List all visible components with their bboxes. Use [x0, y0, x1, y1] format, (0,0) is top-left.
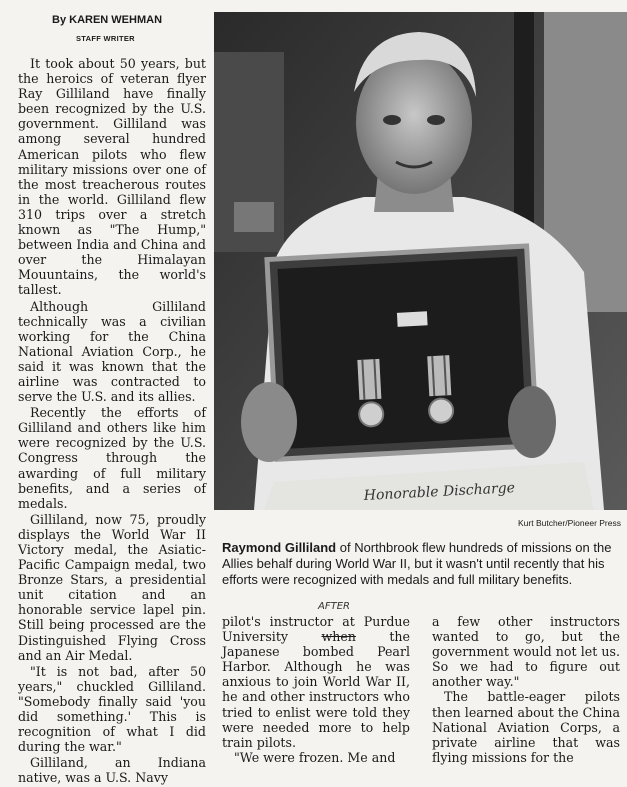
certificate-text: Honorable Discharge — [363, 480, 516, 504]
byline-name: KAREN WEHMAN — [69, 14, 163, 26]
caption-name: Raymond Gilliland — [222, 540, 337, 555]
paragraph: Gilliland, an Indiana native, was a U.S. Navy — [18, 755, 206, 786]
article-column-2 — [222, 614, 410, 765]
article-column-1 — [18, 56, 206, 787]
text-run: pilot's instructor at Purdue University — [222, 614, 410, 645]
struck-word: when — [321, 629, 356, 645]
paragraph: Although Gilliland technically was a civilian working for the China National Aviation Corp., he said it was known that the airline was contracted to serve the U.S. and its allies. — [18, 298, 206, 405]
byline-role: STAFF WRITER — [76, 34, 135, 43]
article-column-3 — [432, 614, 620, 765]
paragraph: a few other instructors wanted to go, but the government would not let us. So we had to figure out another way." — [432, 614, 620, 690]
photo-illustration — [214, 12, 627, 510]
photo-credit: Kurt Butcher/Pioneer Press — [518, 518, 621, 528]
paragraph: Gilliland, now 75, proudly displays the World War II Victory medal, the Asiatic-Pacific Campaign medal, two Bronze Stars, a presidential unit citation and an honorable service lapel pin. Still being processed are the Distinguished Flying Cross and an Air Medal. — [18, 511, 206, 663]
paragraph: The battle-eager pilots then learned about the China National Aviation Corps, a private airline that was flying missions for the — [432, 689, 620, 765]
paragraph: It took about 50 years, but the heroics of veteran flyer Ray Gilliland have finally been recognized by the U.S. government. Gilliland was among several hundred American pilots who flew military missions over one of the most treacherous routes in the world. Gilliland flew 310 trips over a stretch known as "The Hump," between India and China and over the Himalayan Mouuntains, the world's tallest. — [18, 56, 206, 298]
byline — [52, 14, 162, 26]
handwritten-note: AFTER — [318, 601, 350, 612]
photo-caption — [222, 540, 622, 588]
paragraph: "It is not bad, after 50 years," chuckled Gilliland. "Somebody finally said 'you did something.' This is recognition of what I did during the war." — [18, 663, 206, 755]
news-photo — [214, 12, 627, 510]
paragraph: Recently the efforts of Gilliland and others like him were recognized by the U.S. Congress through the awarding of full military benefits, and a series of medals. — [18, 405, 206, 511]
paragraph: "We were frozen. Me and — [234, 749, 396, 765]
byline-prefix: By — [52, 14, 67, 26]
paragraph — [222, 614, 410, 750]
text-run: the Japanese bombed Pearl Harbor. Although he was anxious to join World War II, he and other instructors who tried to enlist were told they were needed more to help train pilots. — [222, 629, 410, 750]
caption-text: of Northbrook flew hundreds of missions on the Allies behalf during World War II, but it wasn't until recently that his efforts were recognized with medals and full military benefits. — [222, 540, 612, 587]
